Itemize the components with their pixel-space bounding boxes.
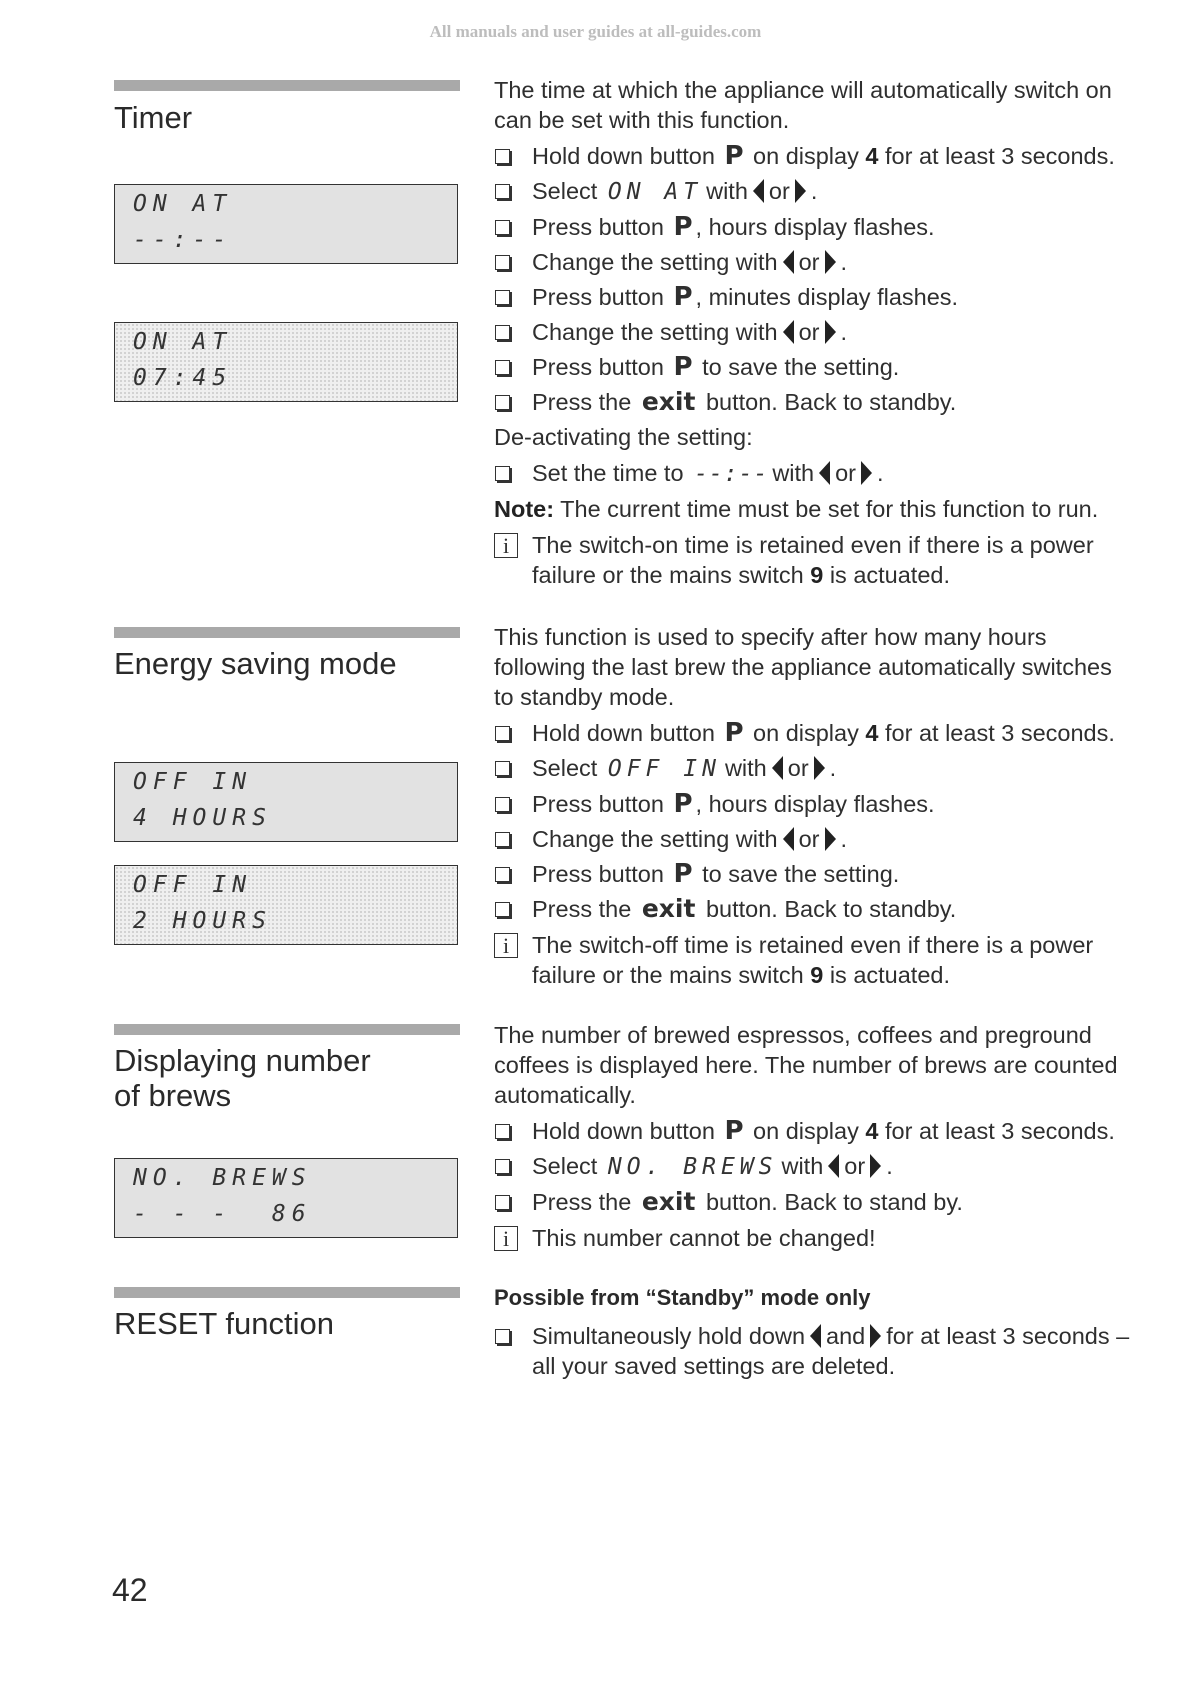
subheading-standby-only: Possible from “Standby” mode only (494, 1285, 871, 1310)
list-item: Hold down button P on display 4 for at least 3 seconds. (494, 718, 1134, 748)
list-item: Hold down button P on display 4 for at least 3 seconds. (494, 1116, 1134, 1146)
list-item: Press the exit button. Back to stand by. (494, 1187, 1134, 1217)
heading-number-of-brews: Displaying number of brews (114, 1043, 371, 1113)
lcd-display-on-at-blank (114, 184, 458, 264)
section-rule-reset (114, 1287, 460, 1298)
arrow-right-icon (861, 461, 872, 485)
checkbox-icon (495, 325, 510, 340)
list-item: Simultaneously hold down and for at least 3 seconds – all your saved settings are deleted. (494, 1321, 1134, 1381)
checkbox-icon (495, 832, 510, 847)
lcd-display-off-in-4 (114, 762, 458, 842)
section-rule-energy (114, 627, 460, 638)
deactivating-label: De-activating the setting: (494, 424, 753, 450)
checkbox-icon (495, 360, 510, 375)
section-rule-timer (114, 80, 460, 91)
checkbox-icon (495, 902, 510, 917)
arrow-left-icon (772, 756, 783, 780)
checkbox-icon (495, 466, 510, 481)
p-button-symbol: P (673, 282, 693, 312)
checkbox-icon (495, 290, 510, 305)
checkbox-icon (495, 726, 510, 741)
intro-text: The number of brewed espressos, coffees and preground coffees is displayed here. The number of brews are counted automatically. (494, 1022, 1118, 1108)
info-note: i This number cannot be changed! (494, 1223, 1134, 1253)
list-item: Select OFF IN with or . (494, 753, 1134, 784)
info-icon: i (494, 1226, 518, 1251)
arrow-right-icon (825, 250, 836, 274)
arrow-right-icon (825, 320, 836, 344)
list-item: Change the setting with or . (494, 824, 1134, 854)
checkbox-icon (495, 184, 510, 199)
arrow-left-icon (810, 1324, 821, 1348)
checkbox-icon (495, 149, 510, 164)
checkbox-icon (495, 1329, 510, 1344)
exit-button-symbol: exit (641, 387, 696, 416)
info-icon: i (494, 533, 518, 558)
note: Note: The current time must be set for this function to run. (494, 496, 1099, 522)
lcd-line: NO. BREWS (133, 1165, 312, 1191)
p-button-symbol: P (673, 789, 693, 819)
checkbox-icon (495, 1159, 510, 1174)
list-item: Press button P , hours display flashes. (494, 789, 1134, 819)
lcd-line: --:-- (133, 227, 233, 253)
checkbox-icon (495, 797, 510, 812)
list-item: Hold down button P on display 4 for at least 3 seconds. (494, 141, 1134, 171)
timer-instructions (494, 75, 1134, 590)
checkbox-icon (495, 867, 510, 882)
list-item: Press button P , hours display flashes. (494, 212, 1134, 242)
checkbox-icon (495, 255, 510, 270)
list-item: Set the time to --:-- with or . (494, 458, 1134, 489)
arrow-left-icon (783, 827, 794, 851)
arrow-left-icon (753, 179, 764, 203)
lcd-display-off-in-2 (114, 865, 458, 945)
arrow-right-icon (870, 1324, 881, 1348)
lcd-line: 07:45 (133, 365, 233, 391)
p-button-symbol: P (673, 352, 693, 382)
exit-button-symbol: exit (641, 894, 696, 923)
list-item: Select ON AT with or . (494, 176, 1134, 207)
list-item: Press the exit button. Back to standby. (494, 894, 1134, 924)
p-button-symbol: P (724, 141, 744, 171)
intro-text: This function is used to specify after how many hours following the last brew the appliance automatically switches to standby mode. (494, 624, 1112, 710)
section-rule-brews (114, 1024, 460, 1035)
info-note: i The switch-off time is retained even if there is a power failure or the mains switch 9 is actuated. (494, 930, 1134, 990)
lcd-line: 2 HOURS (133, 908, 272, 934)
p-button-symbol: P (724, 1116, 744, 1146)
arrow-left-icon (819, 461, 830, 485)
lcd-display-no-brews (114, 1158, 458, 1238)
p-button-symbol: P (673, 859, 693, 889)
watermark: All manuals and user guides at all-guides.com (429, 22, 762, 41)
arrow-left-icon (783, 320, 794, 344)
heading-energy-saving: Energy saving mode (114, 646, 397, 681)
page-number: 42 (112, 1572, 148, 1608)
p-button-symbol: P (724, 718, 744, 748)
list-item: Press the exit button. Back to standby. (494, 387, 1134, 417)
intro-text: The time at which the appliance will automatically switch on can be set with this function. (494, 77, 1112, 133)
reset-instructions (494, 1283, 1134, 1386)
lcd-line: OFF IN (133, 769, 253, 795)
arrow-right-icon (814, 756, 825, 780)
checkbox-icon (495, 1124, 510, 1139)
list-item: Change the setting with or . (494, 317, 1134, 347)
heading-reset: RESET function (114, 1306, 334, 1341)
energy-instructions (494, 622, 1134, 990)
checkbox-icon (495, 395, 510, 410)
lcd-line: ON AT (133, 329, 233, 355)
p-button-symbol: P (673, 212, 693, 242)
brews-instructions (494, 1020, 1134, 1253)
list-item: Press button P to save the setting. (494, 352, 1134, 382)
lcd-display-on-at-time (114, 322, 458, 402)
arrow-right-icon (795, 179, 806, 203)
exit-button-symbol: exit (641, 1187, 696, 1216)
arrow-left-icon (828, 1154, 839, 1178)
list-item: Change the setting with or . (494, 247, 1134, 277)
lcd-line: OFF IN (133, 872, 253, 898)
arrow-right-icon (870, 1154, 881, 1178)
list-item: Press button P , minutes display flashes. (494, 282, 1134, 312)
lcd-line: ON AT (133, 191, 233, 217)
list-item: Press button P to save the setting. (494, 859, 1134, 889)
heading-timer: Timer (114, 100, 193, 135)
info-icon: i (494, 933, 518, 958)
checkbox-icon (495, 220, 510, 235)
lcd-line: 4 HOURS (133, 805, 272, 831)
checkbox-icon (495, 761, 510, 776)
arrow-right-icon (825, 827, 836, 851)
checkbox-icon (495, 1195, 510, 1210)
lcd-line: - - - 86 (133, 1201, 312, 1227)
info-note: i The switch-on time is retained even if there is a power failure or the mains switch 9 is actuated. (494, 530, 1134, 590)
arrow-left-icon (783, 250, 794, 274)
list-item: Select NO. BREWS with or . (494, 1151, 1134, 1182)
